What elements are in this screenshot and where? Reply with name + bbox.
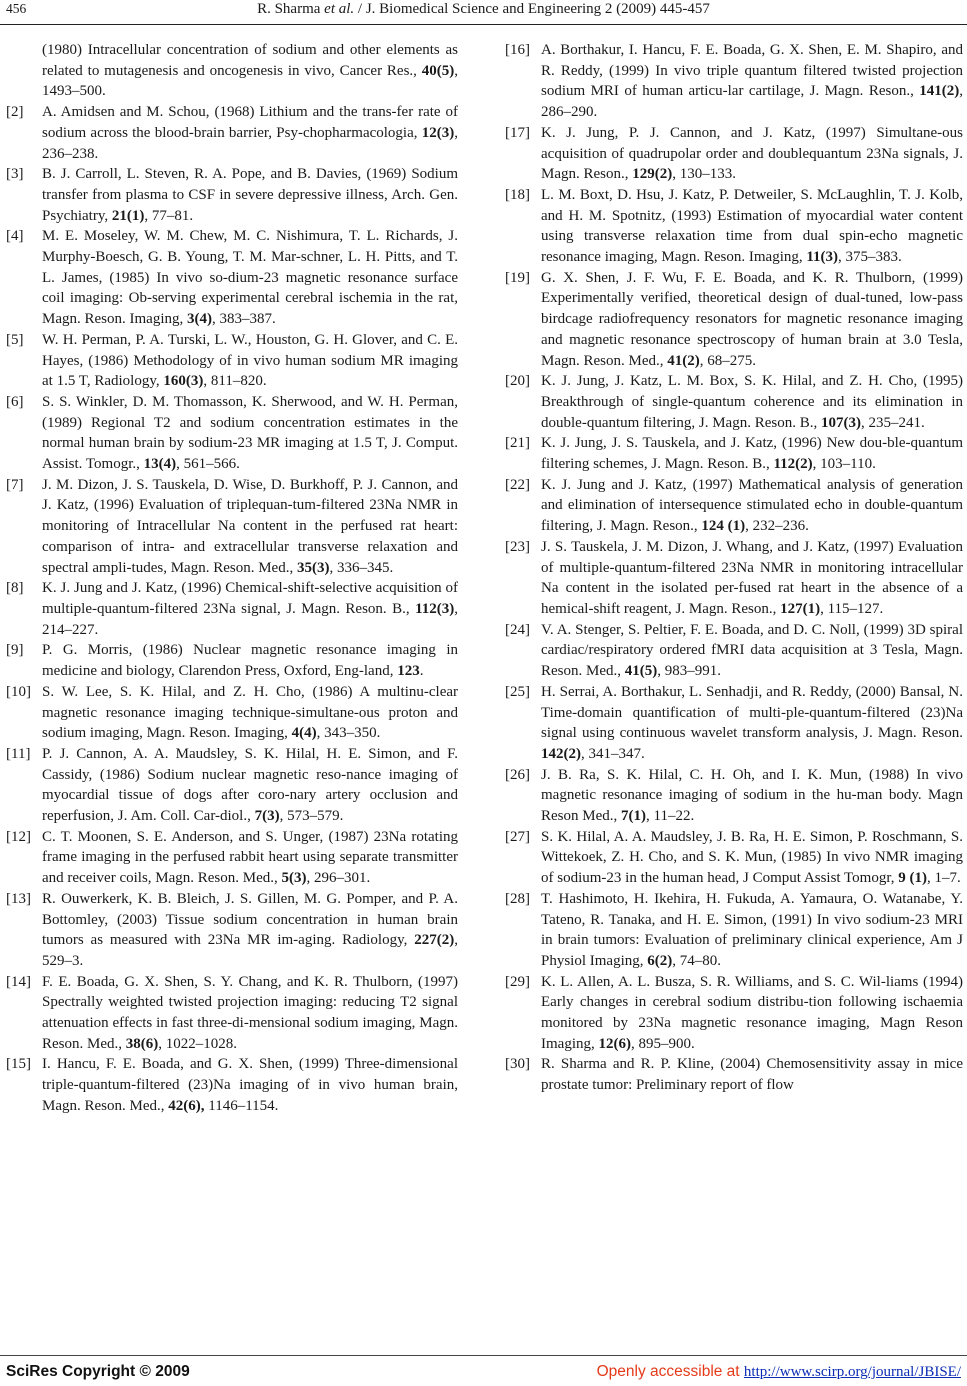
reference-volume: 7(3) (254, 808, 280, 825)
reference-number: [9] (6, 642, 24, 659)
reference-text: I. Hancu, F. E. Boada, and G. X. Shen, (1999) Three-dimensional triple-quantum-filtered (23)Na imaging of in vivo human brain, Magn. Reson. Med., (42, 1056, 458, 1114)
footer-copyright: SciRes Copyright © 2009 (6, 1363, 190, 1380)
reference-pages: . (419, 663, 424, 680)
reference-item (6, 164, 458, 226)
reference-number: [7] (6, 476, 24, 493)
reference-number: [15] (6, 1056, 31, 1073)
reference-pages: , 529–3. (42, 932, 458, 969)
reference-number: [6] (6, 393, 24, 410)
reference-item (505, 620, 963, 682)
reference-item (6, 40, 458, 102)
reference-pages: , 130–133. (672, 166, 736, 183)
reference-pages: , 115–127. (820, 600, 884, 617)
reference-number: [28] (505, 890, 530, 907)
reference-pages: , 236–238. (42, 124, 458, 162)
reference-pages: , 286–290. (541, 83, 963, 121)
reference-volume: 160(3) (163, 373, 204, 390)
reference-number: [16] (505, 42, 530, 58)
reference-volume: 5(3) (281, 870, 307, 887)
reference-number: [19] (505, 269, 530, 286)
reference-text: S. S. Winkler, D. M. Thomasson, K. Sherwood, and W. H. Perman, (1989) Regional T2 and sodium concentration estimates in the normal human brain by sodium-23 MR imaging at 1.5 T, J. Comput. Assist. Tomogr., (42, 393, 458, 473)
reference-number: [24] (505, 621, 530, 638)
reference-pages: , 77–81. (144, 207, 194, 224)
reference-volume: 40(5) (421, 62, 455, 79)
reference-item (505, 185, 963, 268)
reference-number: [26] (505, 766, 530, 783)
reference-text: R. Sharma and R. P. Kline, (2004) Chemosensitivity assay in mice prostate tumor: Preliminary report of flow (541, 1056, 963, 1094)
reference-item (6, 102, 458, 164)
reference-text: K. J. Jung and J. Katz, (1997) Mathematical analysis of generation and elimination of intersequence stimulated echo in double-quantum filtering, J. Magn. Reson., (541, 476, 963, 535)
reference-pages: , 296–301. (306, 870, 371, 887)
reference-text: S. W. Lee, S. K. Hilal, and Z. H. Cho, (1986) A multinu-clear magnetic resonance imaging technique-simultane-ous proton and sodium imaging, Magn. Reson. Imaging, (42, 683, 458, 742)
reference-text: K. L. Allen, A. L. Busza, S. R. Williams, and S. C. Wil-liams (1994) Early changes in cerebral sodium distribu-tion following ischaemia monitored by 23Na magnetic resonance imaging, Magn Reson Imaging, (541, 973, 963, 1052)
reference-text: A. Amidsen and M. Schou, (1968) Lithium and the trans-fer rate of sodium across the blood-brain barrier, Psy-chopharmacologia, (42, 104, 458, 141)
reference-pages: , 1022–1028. (158, 1035, 237, 1052)
reference-text: V. A. Stenger, S. Peltier, F. E. Boada, and D. C. Noll, (1999) 3D spiral cardiac/respiratory ordered fMRI data acquisition at 3 Tesla, Magn. Reson. Med., (541, 621, 963, 680)
reference-number: [30] (505, 1056, 530, 1073)
reference-volume: 35(3) (296, 559, 330, 576)
reference-pages: , 11–22. (646, 808, 695, 825)
reference-volume: 4(4) (291, 725, 317, 742)
reference-pages: , 1493–500. (42, 62, 458, 100)
reference-volume: 11(3) (806, 249, 839, 266)
reference-volume: 12(3) (421, 124, 455, 141)
reference-pages: , 341–347. (581, 745, 645, 762)
reference-volume: 6(2) (647, 952, 673, 969)
reference-item (6, 640, 458, 681)
reference-text: K. J. Jung and J. Katz, (1996) Chemical-shift-selective acquisition of multiple-quantum-filtered 23Na signal, J. Magn. Reson. B., (42, 580, 458, 617)
reference-item (6, 1054, 458, 1116)
header-authors: R. Sharma (257, 1, 325, 17)
reference-text: A. Borthakur, I. Hancu, F. E. Boada, G. X. Shen, E. M. Shapiro, and R. Reddy, (1999) In vivo triple quantum filtered twisted projection sodium MRI of human articu-lar cartilage, J. Magn. Reson., (541, 42, 963, 100)
reference-pages: , 214–227. (42, 600, 458, 638)
reference-item (505, 537, 963, 620)
reference-text: L. M. Boxt, D. Hsu, J. Katz, P. Detweiler, S. McLaughlin, T. J. Kolb, and H. M. Spotnitz, (1993) Estimation of myocardial water content using transverse relaxation time from dual spin-echo magnetic resonance imaging, Magn. Reson. Imaging, (541, 186, 963, 266)
reference-pages: , 573–579. (279, 808, 344, 825)
reference-volume: 129(2) (632, 166, 673, 183)
left-column-references (6, 40, 458, 1117)
reference-item (505, 371, 963, 433)
reference-text: P. G. Morris, (1986) Nuclear magnetic resonance imaging in medicine and biology, Clarendon Press, Oxford, Eng-land, (42, 642, 458, 680)
reference-item (505, 972, 963, 1055)
reference-item (6, 392, 458, 475)
reference-pages: , 74–80. (672, 952, 722, 969)
reference-pages: , 68–275. (699, 352, 756, 369)
reference-item (505, 123, 963, 185)
reference-number: [20] (505, 373, 530, 390)
reference-pages: , 336–345. (329, 559, 394, 576)
reference-pages: 1146–1154. (204, 1097, 279, 1114)
reference-pages: , 103–110. (812, 456, 876, 473)
reference-number: [12] (6, 828, 31, 845)
reference-volume: 42(6), (168, 1097, 205, 1114)
reference-volume: 107(3) (820, 414, 861, 431)
reference-volume: 7(1) (621, 808, 646, 825)
reference-pages: , 983–991. (657, 663, 721, 680)
reference-volume: 3(4) (186, 311, 212, 328)
reference-text: G. X. Shen, J. F. Wu, F. E. Boada, and K. R. Thulborn, (1999) Experimentally verified, theoretical design of dual-tuned, low-pass birdcage radiofrequency resonators for magnetic resonance imaging and magnetic resonance spectroscopy of human brain at 3.0 Tesla, Magn. Reson. Med., (541, 269, 963, 369)
reference-item (505, 40, 963, 123)
reference-pages: , 1–7. (926, 870, 961, 887)
reference-pages: , 232–236. (745, 518, 809, 535)
reference-item (505, 475, 963, 537)
reference-text: F. E. Boada, G. X. Shen, S. Y. Chang, and K. R. Thulborn, (1997) Spectrally weighted twisted projection imaging: reducing T2 signal attenuation effects in fast three-di-mensional sodium imaging, Magn. Reson. Med., (42, 973, 458, 1052)
reference-text: T. Hashimoto, H. Ikehira, H. Fukuda, A. Yamaura, O. Watanabe, Y. Tateno, R. Tanaka, and H. E. Simon, (1991) In vivo sodium-23 MRI in brain tumors: Evaluation of preliminary clinical experience, Am J Physiol Imaging, (541, 890, 963, 969)
reference-text: B. J. Carroll, L. Steven, R. A. Pope, and B. Davies, (1969) Sodium transfer from plasma to CSF in severe depressive illness, Arch. Gen. Psychiatry, (42, 166, 458, 224)
reference-text: J. S. Tauskela, J. M. Dizon, J. Whang, and J. Katz, (1997) Evaluation of multiple-quantum-filtered 23Na NMR in monitoring intracellular Na content in the isolated per-fused rat heart in the absence of a hemical-shift reagent, J. Magn. Reson., (541, 538, 963, 617)
reference-number: [3] (6, 166, 24, 183)
reference-item (505, 682, 963, 765)
reference-volume: 41(5) (624, 663, 658, 680)
reference-volume: 41(2) (667, 352, 700, 369)
reference-pages: , 235–241. (860, 414, 925, 431)
reference-volume: 13(4) (143, 456, 177, 473)
reference-text: H. Serrai, A. Borthakur, L. Senhadji, and R. Reddy, (2000) Bansal, N. Time-domain quantification of multi-ple-quantum-filtered (23)Na signal using continuous wavelet transform analysis, J. Magn. Reson. (541, 683, 963, 742)
reference-text: K. J. Jung, J. Katz, L. M. Box, S. K. Hilal, and Z. H. Cho, (1995) Breakthrough of single-quantum coherence and its elimination in double-quantum filtering, J. Magn. Reson. B., (541, 373, 963, 431)
right-column-references (505, 40, 963, 1096)
reference-volume: 142(2) (541, 745, 581, 762)
reference-text: K. J. Jung, P. J. Cannon, and J. Katz, (1997) Simultane-ous acquisition of quadrupolar order and doublequantum 23Na signals, J. Magn. Reson., (541, 124, 963, 183)
reference-item (6, 475, 458, 579)
reference-item (6, 226, 458, 330)
reference-item (6, 682, 458, 744)
reference-text: M. E. Moseley, W. M. Chew, M. C. Nishimura, T. L. Richards, J. Murphy-Boesch, G. B. Young, T. M. Mar-schner, L. H. Pitts, and T. L. James, (1985) In vivo so-dium-23 magnetic resonance surface coil imaging: Ob-serving experimental cerebral ischemia in the rat, Magn. Reson. Imaging, (42, 228, 458, 328)
reference-number: [23] (505, 538, 530, 555)
reference-item (6, 827, 458, 889)
reference-pages: , 895–900. (631, 1035, 695, 1052)
reference-pages: , 375–383. (838, 249, 902, 266)
reference-number: [10] (6, 683, 31, 700)
reference-number: [29] (505, 973, 530, 990)
reference-number: [5] (6, 331, 24, 348)
running-header (0, 1, 967, 18)
reference-item (6, 972, 458, 1055)
reference-text: (1980) Intracellular concentration of sodium and other elements as related to mutagenesis and oncogenesis in vivo, Cancer Res., (42, 42, 458, 79)
footer-rule (0, 1355, 967, 1356)
reference-volume: 123 (397, 663, 420, 680)
reference-volume: 141(2) (919, 83, 960, 100)
reference-volume: 112(2) (773, 456, 813, 473)
reference-text: W. H. Perman, P. A. Turski, L. W., Houston, G. H. Glover, and C. E. Hayes, (1986) Methodology of in vivo human sodium MR imaging at 1.5 T, Radiology, (42, 331, 458, 390)
reference-number: [18] (505, 186, 530, 203)
reference-item (505, 433, 963, 474)
page-number: 456 (6, 1, 27, 16)
reference-text: J. M. Dizon, J. S. Tauskela, D. Wise, D. Burkhoff, P. J. Cannon, and J. Katz, (1996) Evaluation of triplequan-tum-filtered 23Na NMR in monitoring of Intracellular Na content in the perfused rat heart: comparison of intra- and extracellular transverse relaxation and spectral ampli-tudes, Magn. Reson. Med., (42, 476, 458, 576)
reference-text: C. T. Moonen, S. E. Anderson, and S. Unger, (1987) 23Na rotating frame imaging in the perfused rabbit heart using separate transmitter and receiver coils, Magn. Reson. Med., (42, 828, 458, 887)
footer-access-label: Openly accessible at (596, 1363, 744, 1380)
reference-volume: 112(3) (415, 600, 455, 617)
header-et-al: et al. (324, 1, 355, 17)
reference-number: [14] (6, 973, 31, 990)
journal-link[interactable]: http://www.scirp.org/journal/JBISE/ (743, 1364, 961, 1380)
reference-number: [17] (505, 124, 530, 141)
reference-item (6, 578, 458, 640)
reference-number: [4] (6, 228, 24, 245)
reference-item (505, 889, 963, 972)
reference-number: [11] (6, 745, 31, 762)
reference-item (505, 268, 963, 372)
reference-volume: 227(2) (414, 932, 455, 949)
reference-volume: 21(1) (111, 207, 145, 224)
reference-item (6, 744, 458, 827)
reference-volume: 38(6) (125, 1035, 159, 1052)
reference-item (505, 1054, 963, 1095)
reference-volume: 127(1) (780, 600, 821, 617)
reference-text: K. J. Jung, J. S. Tauskela, and J. Katz, (1996) New dou-ble-quantum filtering schemes, J. Magn. Reson. B., (541, 435, 963, 473)
reference-text: S. K. Hilal, A. A. Maudsley, J. B. Ra, H. E. Simon, P. Roschmann, S. Wittekoek, Z. H. Cho, and S. K. Mun, (1985) In vivo NMR imaging of sodium-23 in the human head, J Comput Assist Tomogr, (541, 828, 963, 887)
reference-item (6, 330, 458, 392)
header-citation: / J. Biomedical Science and Engineering 2 (2009) 445-457 (354, 1, 710, 17)
header-rule (0, 24, 967, 25)
reference-text: J. B. Ra, S. K. Hilal, C. H. Oh, and I. K. Mun, (1988) In vivo magnetic resonance imaging of sodium in the hu-man body. Magn Reson Med., (541, 766, 963, 825)
reference-number: [27] (505, 828, 530, 845)
reference-number: [8] (6, 580, 24, 597)
reference-pages: , 811–820. (203, 373, 267, 390)
reference-text: P. J. Cannon, A. A. Maudsley, S. K. Hilal, H. E. Simon, and F. Cassidy, (1986) Sodium nuclear magnetic reso-nance imaging of myocardial tissue of dogs after coro-nary artery occlusion and reperfusion, J. Am. Coll. Car-diol., (42, 745, 458, 825)
reference-volume: 12(6) (598, 1035, 631, 1052)
reference-item (6, 889, 458, 972)
reference-volume: 124 (1) (701, 518, 746, 535)
reference-volume: 9 (1) (898, 870, 927, 887)
reference-number: [2] (6, 104, 24, 121)
reference-item (505, 765, 963, 827)
reference-number: [21] (505, 435, 530, 452)
reference-pages: , 561–566. (176, 456, 240, 473)
reference-item (505, 827, 963, 889)
footer-access (597, 1363, 961, 1381)
reference-number: [25] (505, 683, 530, 700)
reference-number: [22] (505, 476, 530, 493)
reference-text: R. Ouwerkerk, K. B. Bleich, J. S. Gillen, M. G. Pomper, and P. A. Bottomley, (2003) Tissue sodium concentration in human brain tumors as measured with 23Na MR im-aging. Radiology, (42, 890, 458, 949)
reference-pages: , 383–387. (211, 311, 276, 328)
reference-number: [13] (6, 890, 31, 907)
reference-pages: , 343–350. (316, 725, 381, 742)
